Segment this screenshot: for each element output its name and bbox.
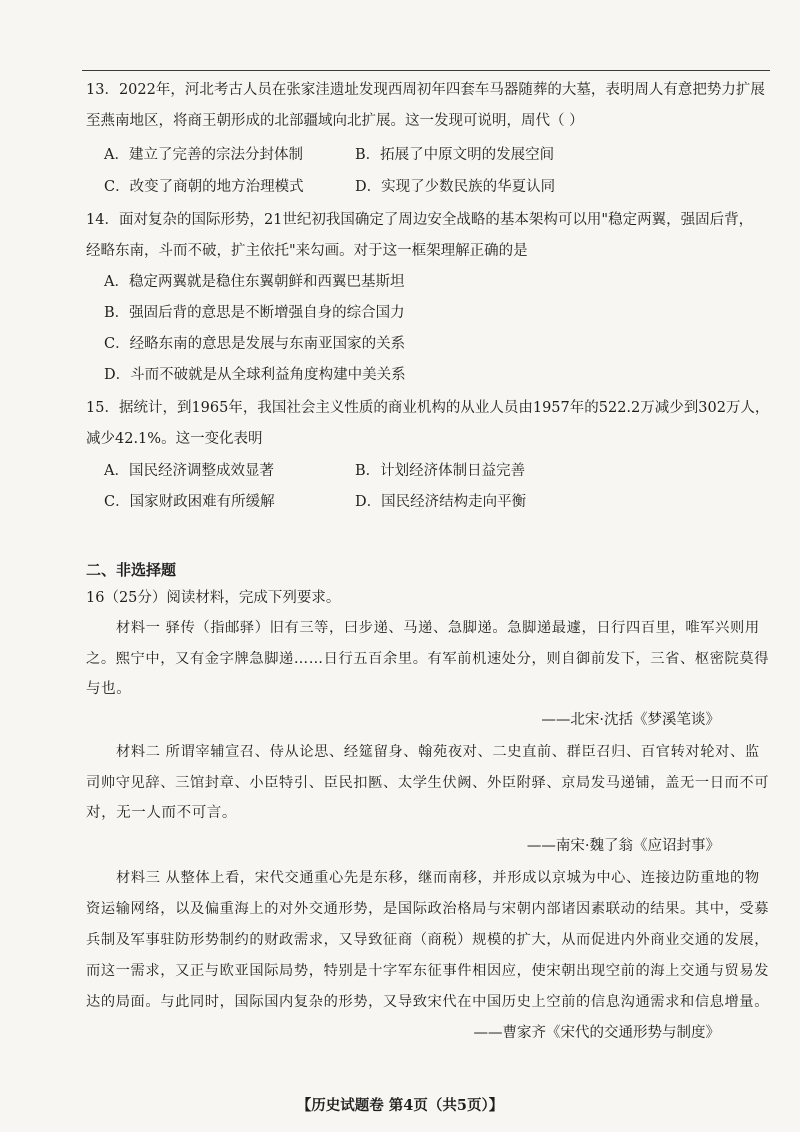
q15-option-b: B．计划经济体制日益完善: [355, 463, 526, 479]
q14-option-c: C．经略东南的意思是发展与东南亚国家的关系: [104, 336, 406, 352]
page-footer: 【历史试题卷 第4页（共5页）】: [296, 1097, 504, 1114]
q13-option-b: B．拓展了中原文明的发展空间: [355, 147, 555, 163]
section-title: 二、非选择题: [86, 561, 177, 579]
q13-option-d: D．实现了少数民族的华夏认同: [355, 179, 556, 195]
q13-stem-line1: 13．2022年，河北考古人员在张家洼遗址发现西周初年四套车马器随葬的大墓，表明周人有意把势力扩展: [86, 82, 765, 98]
material3-line5: 达的局面。与此同时，国际国内复杂的形势，又导致宋代在中国历史上空前的信息沟通需求和信息增量。: [86, 994, 770, 1010]
material3-line3: 兵制及军事驻防形势制约的财政需求，又导致征商（商税）规模的扩大，从而促进内外商业交通的发展，: [86, 932, 770, 948]
q15-stem-line2: 减少42.1%。这一变化表明: [86, 431, 263, 447]
q14-option-a: A．稳定两翼就是稳住东翼朝鲜和西翼巴基斯坦: [104, 274, 405, 290]
material3-line1: 材料三 从整体上看，宋代交通重心先是东移，继而南移，并形成以京城为中心、连接边防重地的物: [116, 870, 760, 886]
material1-line3: 与也。: [86, 681, 132, 697]
material3-line4: 而这一需求，又正与欧亚国际局势，特别是十字军东征事件相因应，使宋朝出现空前的海上交通与贸易发: [86, 963, 770, 979]
q14-stem-line2: 经略东南，斗而不破，扩主依托"来勾画。对于这一框架理解正确的是: [86, 243, 528, 259]
material2-line2: 司帅守见辞、三馆封章、小臣特引、臣民扣匦、太学生伏阙、外臣附驿、京局发马递铺，盖无一日而不可: [86, 775, 770, 791]
material1-line2: 之。熙宁中，又有金字牌急脚递……日行五百余里。有军前机速处分，则自御前发下，三省、枢密院莫得: [86, 651, 770, 667]
material3-source: ——曹家齐《宋代的交通形势与制度》: [473, 1025, 720, 1041]
q13-option-c: C．改变了商朝的地方治理模式: [104, 179, 304, 195]
q15-option-c: C．国家财政困难有所缓解: [104, 494, 275, 510]
q15-stem-line1: 15．据统计，到1965年，我国社会主义性质的商业机构的从业人员由1957年的522.2万减少到302万人，: [86, 400, 770, 416]
q15-option-d: D．国民经济结构走向平衡: [355, 494, 527, 510]
material1-line1: 材料一 驿传（指邮驿）旧有三等，曰步递、马递、急脚递。急脚递最遽，日行四百里，唯军兴则用: [116, 620, 760, 636]
material1-source: ——北宋·沈括《梦溪笔谈》: [541, 712, 720, 728]
material2-source: ——南宋·魏了翁《应诏封事》: [526, 838, 720, 854]
q14-stem-line1: 14．面对复杂的国际形势，21世纪初我国确定了周边安全战略的基本架构可以用"稳定两翼，强固后背，: [86, 212, 754, 228]
material3-line2: 资运输网络，以及偏重海上的对外交通形势，是国际政治格局与宋朝内部诸因素联动的结果。其中，受募: [86, 901, 770, 917]
q13-stem-line2: 至燕南地区，将商王朝形成的北部疆域向北扩展。这一发现可说明，周代（ ）: [86, 113, 584, 129]
material2-line3: 对，无一人而不可言。: [86, 805, 237, 821]
q14-option-d: D．斗而不破就是从全球利益角度构建中美关系: [104, 367, 406, 383]
material2-line1: 材料二 所谓宰辅宣召、侍从论思、经筵留身、翰苑夜对、二史直前、群臣召归、百官转对轮对、监: [116, 744, 760, 760]
q16-stem: 16（25分）阅读材料，完成下列要求。: [86, 590, 341, 606]
top-rule: [82, 70, 770, 71]
q15-option-a: A．国民经济调整成效显著: [104, 463, 274, 479]
q13-option-a: A．建立了完善的宗法分封体制: [104, 147, 303, 163]
q14-option-b: B．强固后背的意思是不断增强自身的综合国力: [104, 305, 405, 321]
